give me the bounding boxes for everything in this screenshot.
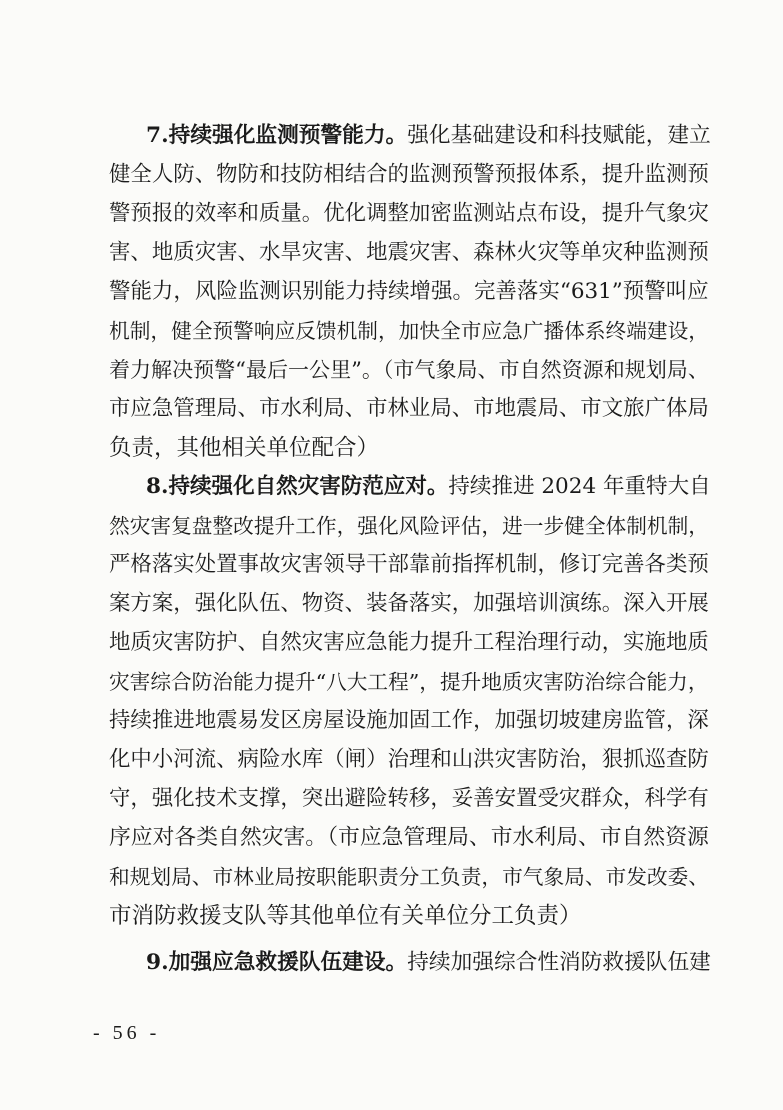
paragraph-9-line-1	[0, 948, 711, 978]
paragraph-line: 负责，其他相关单位配合）	[109, 435, 380, 461]
paragraph-line: 警预报的效率和质量。优化调整加密监测站点布设，提升气象灾	[109, 201, 709, 226]
paragraph-line: 警能力，风险监测识别能力持续增强。完善落实“631”预警叫应	[109, 279, 709, 304]
paragraph-line: 着力解决预警“最后一公里”。（市气象局、市自然资源和规划局、	[109, 357, 709, 382]
paragraph-line: 市消防救援支队等其他单位有关单位分工负责）	[109, 903, 582, 929]
paragraph-text: 持续推进 2024 年重特大自	[448, 474, 711, 499]
paragraph-line: 守，强化技术支撑，突出避险转移，妥善安置受灾群众，科学有	[109, 786, 709, 811]
paragraph-line: 灾害综合防治能力提升“八大工程”，提升地质灾害防治综合能力，	[109, 670, 709, 694]
paragraph-line: 和规划局、市林业局按职能职责分工负责，市气象局、市发改委、	[109, 865, 709, 889]
section-heading-9: 9.加强应急救援队伍建设。	[146, 950, 408, 975]
section-heading-7: 7.持续强化监测预警能力。	[146, 123, 408, 148]
paragraph-line: 持续推进地震易发区房屋设施加固工作，加强切坡建房监管，深	[109, 708, 709, 733]
paragraph-8-line-1	[0, 472, 711, 502]
paragraph-line: 严格落实处置事故灾害领导干部靠前指挥机制，修订完善各类预	[109, 552, 709, 577]
paragraph-line: 害、地质灾害、水旱灾害、地震灾害、森林火灾等单灾种监测预	[109, 240, 709, 265]
paragraph-line: 然灾害复盘整改提升工作，强化风险评估，进一步健全体制机制，	[109, 514, 709, 538]
paragraph-text: 持续加强综合性消防救援队伍建	[407, 950, 711, 975]
paragraph-line: 地质灾害防护、自然灾害应急能力提升工程治理行动，实施地质	[109, 630, 709, 655]
paragraph-line: 序应对各类自然灾害。（市应急管理局、市水利局、市自然资源	[109, 825, 709, 850]
paragraph-text: 强化基础建设和科技赋能，建立	[407, 123, 711, 148]
page-number: - 56 -	[93, 1022, 161, 1044]
paragraph-line: 市应急管理局、市水利局、市林业局、市地震局、市文旅广体局	[109, 396, 709, 421]
paragraph-7-line-1	[0, 121, 711, 151]
paragraph-line: 化中小河流、病险水库（闸）治理和山洪灾害防治，狠抓巡查防	[109, 747, 709, 772]
paragraph-line: 机制，健全预警响应反馈机制，加快全市应急广播体系终端建设，	[109, 319, 709, 343]
paragraph-line: 健全人防、物防和技防相结合的监测预警预报体系，提升监测预	[109, 162, 709, 187]
section-heading-8: 8.持续强化自然灾害防范应对。	[146, 474, 449, 499]
paragraph-line: 案方案，强化队伍、物资、装备落实，加强培训演练。深入开展	[109, 591, 709, 616]
